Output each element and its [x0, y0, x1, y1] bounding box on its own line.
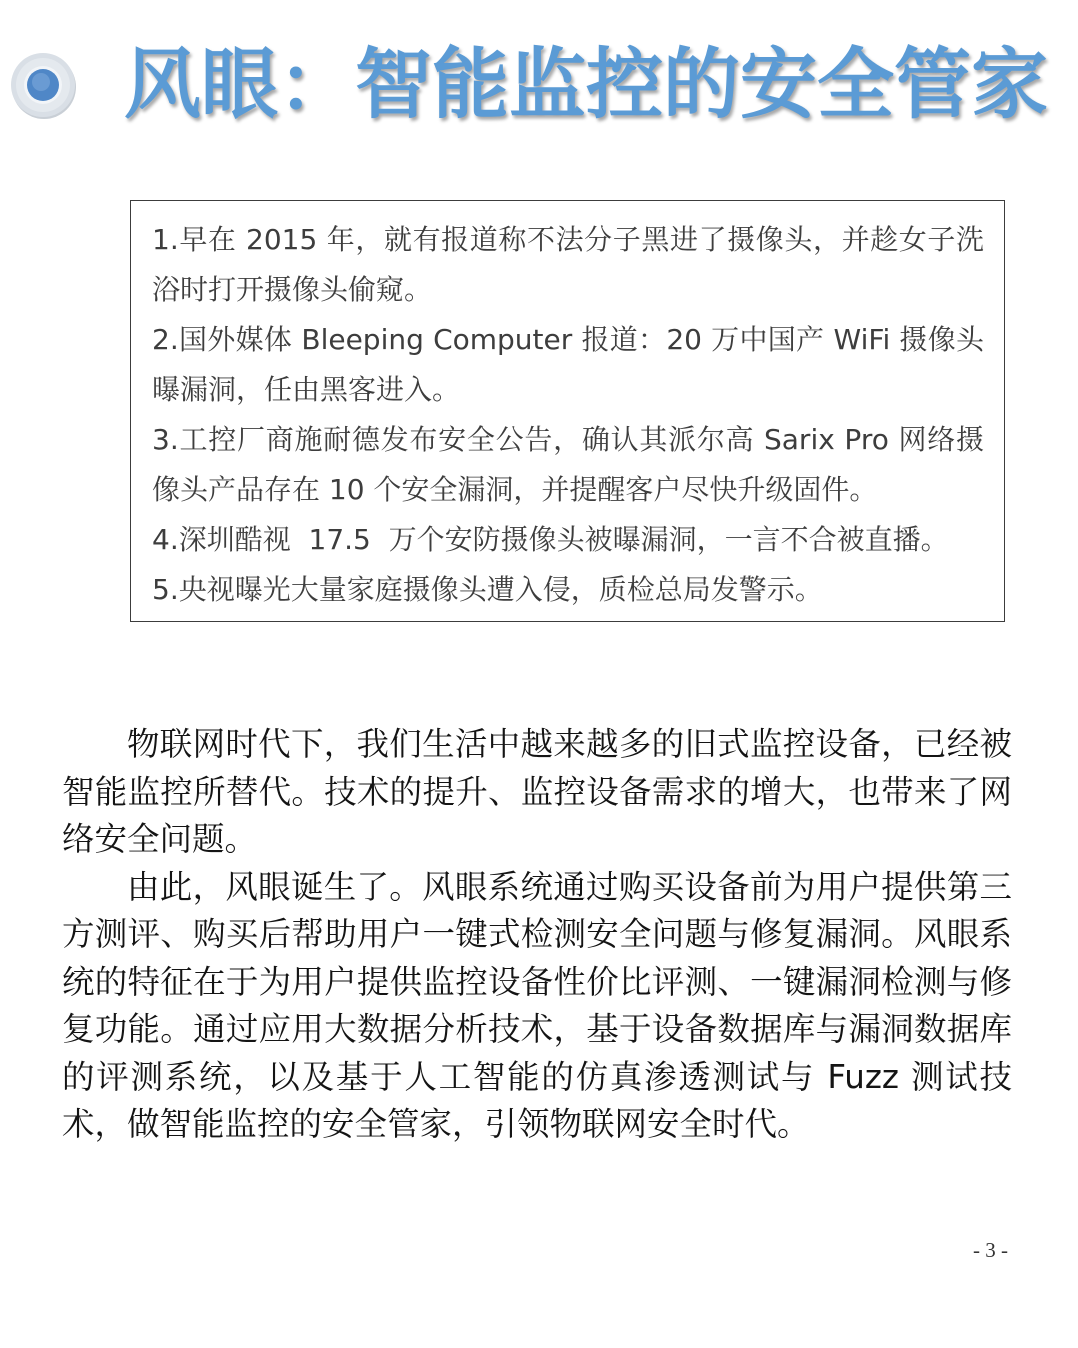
circle-bullet-icon	[8, 50, 78, 120]
page-title: 风眼：智能监控的安全管家	[124, 41, 1048, 130]
body-paragraph: 物联网时代下，我们生活中越来越多的旧式监控设备，已经被智能监控所替代。技术的提升、监控设备需求的增大，也带来了网络安全问题。	[62, 725, 1012, 858]
news-item: 1.早在 2015 年，就有报道称不法分子黑进了摄像头，并趁女子洗浴时打开摄像头偷窥。	[152, 223, 984, 306]
body-text	[62, 721, 1012, 1149]
bullet-inner-highlight	[32, 73, 50, 91]
news-box	[130, 200, 1005, 622]
news-item: 2.国外媒体 Bleeping Computer 报道：20 万中国产 WiFi 摄像头曝漏洞，任由黑客进入。	[152, 323, 984, 406]
body-paragraph: 由此，风眼诞生了。风眼系统通过购买设备前为用户提供第三方测评、购买后帮助用户一键式检测安全问题与修复漏洞。风眼系统的特征在于为用户提供监控设备性价比评测、一键漏洞检测与修复功能。通过应用大数据分析技术，基于设备数据库与漏洞数据库的评测系统，以及基于人工智能的仿真渗透测试与 Fuzz 测试技术，做智能监控的安全管家，引领物联网安全时代。	[62, 867, 1012, 1143]
page-number: - 3 -	[973, 1238, 1008, 1262]
news-item: 4.深圳酷视 17.5 万个安防摄像头被曝漏洞，一言不合被直播。	[152, 523, 949, 556]
circle-bullet-graphic	[8, 50, 78, 120]
news-item: 3.工控厂商施耐德发布安全公告，确认其派尔高 Sarix Pro 网络摄像头产品存在 10 个安全漏洞，并提醒客户尽快升级固件。	[152, 423, 984, 506]
news-item: 5.央视曝光大量家庭摄像头遭入侵，质检总局发警示。	[152, 573, 823, 606]
